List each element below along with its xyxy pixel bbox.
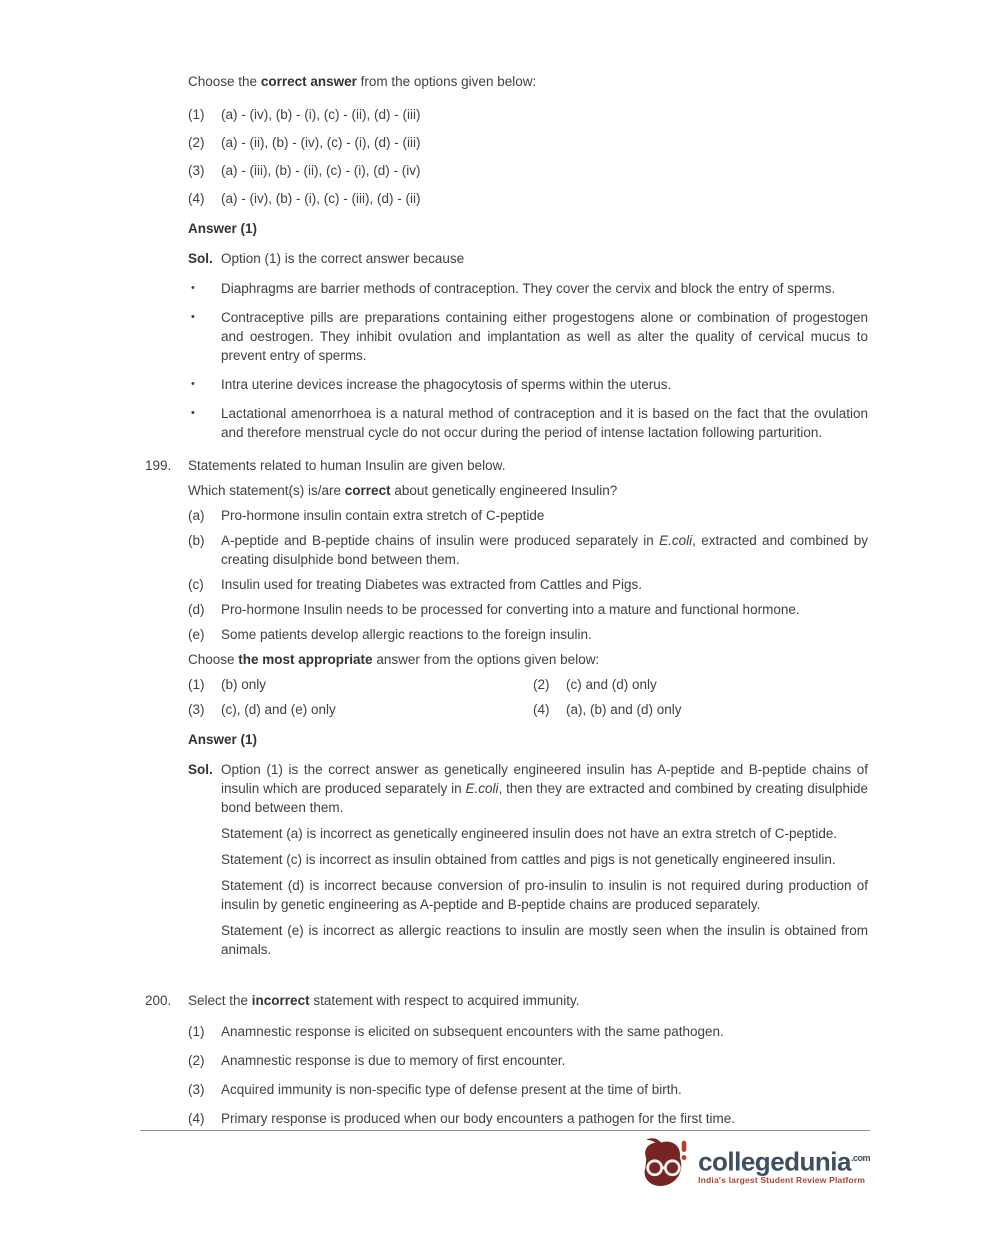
statement-row <box>188 506 868 525</box>
question-199 <box>145 456 868 977</box>
brand-tagline: India's largest Student Review Platform <box>698 1175 866 1186</box>
bullet-marker: • <box>191 282 195 294</box>
solution-label: Sol. <box>188 762 213 777</box>
option-text: (c), (d) and (e) only <box>221 702 336 717</box>
solution-paragraph: Statement (c) is incorrect as insulin obtained from cattles and pigs is not genetically engineered insulin. <box>221 852 836 867</box>
question-200 <box>145 991 868 1138</box>
option-number: (2) <box>533 677 550 692</box>
statement-label: (a) <box>188 508 205 523</box>
solution-row <box>188 760 868 966</box>
question-body <box>188 456 868 977</box>
option-number: (2) <box>188 135 205 150</box>
option-row <box>188 161 868 180</box>
option-number: (1) <box>188 107 205 122</box>
option-text: (a), (b) and (d) only <box>566 702 682 717</box>
statement-label: (b) <box>188 533 205 548</box>
option-number: (3) <box>188 702 205 717</box>
option-row <box>188 133 868 152</box>
option-row <box>188 105 868 124</box>
option-text: (a) - (iv), (b) - (i), (c) - (iii), (d) - (ii) <box>221 191 421 206</box>
bullet-marker: • <box>191 311 195 323</box>
question-number: 199. <box>145 458 172 473</box>
bullet-item <box>188 279 868 298</box>
statement-row <box>188 531 868 569</box>
option-number: (2) <box>188 1053 205 1068</box>
option-number: (1) <box>188 1024 205 1039</box>
option-text: (a) - (iii), (b) - (ii), (c) - (i), (d) - (iv) <box>221 163 421 178</box>
statement-row <box>188 625 868 644</box>
option-row <box>533 700 868 719</box>
option-row <box>188 189 868 208</box>
solution-paragraph: Statement (d) is incorrect because conversion of pro-insulin to insulin is not required during production of insulin by genetic engineering as A-peptide and B-peptide chains are produced separately. <box>221 878 868 912</box>
bullet-item <box>188 404 868 442</box>
statement-text: Insulin used for treating Diabetes was extracted from Cattles and Pigs. <box>221 577 642 592</box>
statement-row <box>188 600 868 619</box>
option-number: (3) <box>188 163 205 178</box>
solution-paragraph: Option (1) is the correct answer as genetically engineered insulin has A-peptide and B-peptide chains of insulin which are produced separately in E.coli, then they are extracted and combined by creating disulphide bond between them. <box>221 762 869 815</box>
option-text: (b) only <box>221 677 267 692</box>
option-text: (a) - (iv), (b) - (i), (c) - (ii), (d) - (iii) <box>221 107 421 122</box>
option-row <box>188 700 533 719</box>
question-number: 200. <box>145 993 172 1008</box>
statement-text: Pro-hormone insulin contain extra stretch of C-peptide <box>221 508 545 523</box>
statement-label: (e) <box>188 627 205 642</box>
option-text: Acquired immunity is non-specific type of defense present at the time of birth. <box>221 1082 682 1097</box>
option-row <box>188 1022 868 1041</box>
page-content <box>145 72 868 1138</box>
options-grid <box>188 675 868 719</box>
option-text: Anamnestic response is due to memory of first encounter. <box>221 1053 566 1068</box>
option-row <box>188 1051 868 1070</box>
statement-text: Pro-hormone Insulin needs to be processed for converting into a mature and functional hormone. <box>221 602 800 617</box>
solution-text: Option (1) is the correct answer because <box>221 251 465 266</box>
option-row <box>188 1109 868 1128</box>
statement-label: (c) <box>188 577 204 592</box>
option-text: Primary response is produced when our body encounters a pathogen for the first time. <box>221 1111 736 1126</box>
choose-line: Choose the most appropriate answer from the options given below: <box>188 652 600 667</box>
q198-section <box>188 72 868 442</box>
bullet-marker: • <box>191 407 195 419</box>
statement-text: Some patients develop allergic reactions to the foreign insulin. <box>221 627 592 642</box>
option-number: (3) <box>188 1082 205 1097</box>
question-text: Select the incorrect statement with respect to acquired immunity. <box>188 993 580 1008</box>
bullet-text: Intra uterine devices increase the phagocytosis of sperms within the uterus. <box>221 377 672 392</box>
logo-text <box>698 1144 870 1187</box>
brand-wordmark: collegedunia$^{.com}$ <box>698 1146 870 1177</box>
solution-label: Sol. <box>188 251 213 266</box>
option-text: (c) and (d) only <box>566 677 657 692</box>
option-row <box>533 675 868 694</box>
option-text: Anamnestic response is elicited on subsequent encounters with the same pathogen. <box>221 1024 724 1039</box>
option-number: (1) <box>188 677 205 692</box>
bullet-item <box>188 308 868 365</box>
solution-paragraph: Statement (a) is incorrect as genetically engineered insulin does not have an extra stretch of C-peptide. <box>221 826 838 841</box>
option-number: (4) <box>188 1111 205 1126</box>
solution-paragraph: Statement (e) is incorrect as allergic reactions to insulin are mostly seen when the insulin is obtained from animals. <box>221 923 868 957</box>
collegedunia-logo <box>140 1136 870 1194</box>
question-text: Statements related to human Insulin are given below. <box>188 458 506 473</box>
bullet-text: Contraceptive pills are preparations containing either progestogens alone or combination of progestogen and oestrogen. They inhibit ovulation and implantation as well as alter the quality of cervical mucus to prevent entry of sperms. <box>221 310 868 363</box>
answer-label: Answer (1) <box>188 732 258 747</box>
q198-prompt: Choose the correct answer from the options given below: <box>188 74 537 89</box>
bullet-text: Lactational amenorrhoea is a natural method of contraception and it is based on the fact that the ovulation and therefore menstrual cycle do not occur during the period of intense lactation following parturition. <box>221 406 868 440</box>
bullet-text: Diaphragms are barrier methods of contraception. They cover the cervix and block the entry of sperms. <box>221 281 836 296</box>
option-number: (4) <box>533 702 550 717</box>
option-text: (a) - (ii), (b) - (iv), (c) - (i), (d) - (iii) <box>221 135 421 150</box>
mascot-icon <box>637 1136 691 1194</box>
question-body <box>188 991 868 1138</box>
solution-row <box>188 249 868 268</box>
bullet-marker: • <box>191 378 195 390</box>
question-text: Which statement(s) is/are correct about genetically engineered Insulin? <box>188 483 618 498</box>
bullet-item <box>188 375 868 394</box>
option-row <box>188 675 533 694</box>
statement-text: A-peptide and B-peptide chains of insulin were produced separately in E.coli, extracted and combined by creating disulphide bond between them. <box>221 533 869 567</box>
brand-suffix: .com <box>850 1152 870 1163</box>
statement-row <box>188 575 868 594</box>
footer-divider <box>140 1130 870 1131</box>
statement-label: (d) <box>188 602 205 617</box>
answer-label: Answer (1) <box>188 221 258 236</box>
option-row <box>188 1080 868 1099</box>
option-number: (4) <box>188 191 205 206</box>
solution-body <box>221 760 868 966</box>
page-footer <box>140 1130 870 1194</box>
